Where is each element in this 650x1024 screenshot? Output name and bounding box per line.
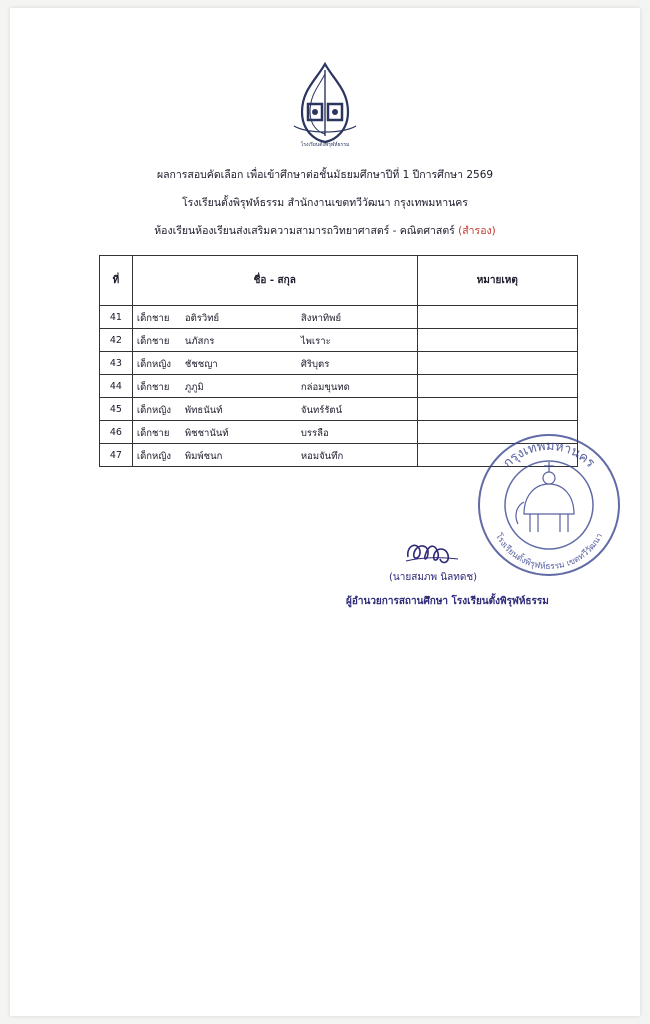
program-name	[0, 222, 650, 239]
table-row	[100, 306, 578, 329]
last-name: ศิริบุตร	[300, 359, 330, 370]
column-name: ชื่อ - สกุล	[132, 256, 417, 306]
school-logo	[288, 60, 362, 152]
official-seal-stamp	[476, 432, 622, 578]
name-prefix: เด็กหญิง	[136, 359, 172, 370]
row-note	[417, 329, 577, 352]
row-fullname	[132, 306, 417, 329]
first-name: พิมพ์ชนก	[184, 451, 223, 462]
table-row	[100, 375, 578, 398]
name-prefix: เด็กหญิง	[136, 451, 172, 462]
row-note	[417, 375, 577, 398]
last-name: ไพเราะ	[300, 336, 331, 347]
signatory-name: (นายสมภพ นิลทดช)	[389, 572, 478, 583]
column-no: ที่	[100, 256, 133, 306]
row-number: 41	[100, 306, 133, 329]
first-name: ภูภูมิ	[184, 382, 204, 393]
stamp-bottom-text: โรงเรียนตั้งพิรุฬห์ธรรม เขตทวีวัฒนา	[492, 531, 606, 573]
last-name: สิงหาทิพย์	[300, 313, 342, 324]
table-row	[100, 352, 578, 375]
row-fullname	[132, 352, 417, 375]
name-prefix: เด็กชาย	[136, 313, 170, 324]
first-name: พัทธนันท์	[184, 405, 223, 416]
row-fullname	[132, 444, 417, 467]
announcement-title: ผลการสอบคัดเลือก เพื่อเข้าศึกษาต่อชั้นมัธยมศึกษาปีที่ 1 ปีการศึกษา 2569	[156, 169, 494, 181]
name-prefix: เด็กชาย	[136, 382, 170, 393]
row-note	[417, 306, 577, 329]
row-number: 44	[100, 375, 133, 398]
first-name: นภัสกร	[184, 336, 215, 347]
last-name: กล่อมขุนทด	[300, 382, 350, 393]
first-name: อติรวิทย์	[184, 313, 220, 324]
row-fullname	[132, 329, 417, 352]
row-number: 47	[100, 444, 133, 467]
last-name: บรรลือ	[300, 428, 329, 439]
name-prefix: เด็กชาย	[136, 336, 170, 347]
stamp-top-text: กรุงเทพมหานคร	[500, 438, 598, 471]
row-note	[417, 398, 577, 421]
row-number: 46	[100, 421, 133, 444]
last-name: หอมจันทึก	[300, 451, 344, 462]
row-number: 43	[100, 352, 133, 375]
row-fullname	[132, 375, 417, 398]
stamp-emblem-icon	[516, 462, 574, 532]
first-name: พิชชานันท์	[184, 428, 229, 439]
first-name: ชัชชญา	[184, 359, 218, 370]
signatory-title: ผู้อำนวยการสถานศึกษา โรงเรียนตั้งพิรุฬห์ธรรม	[346, 596, 549, 607]
table-row	[100, 398, 578, 421]
row-number: 42	[100, 329, 133, 352]
row-fullname	[132, 421, 417, 444]
table-row	[100, 329, 578, 352]
last-name: จันทร์รัตน์	[300, 405, 343, 416]
name-prefix: เด็กชาย	[136, 428, 170, 439]
name-prefix: เด็กหญิง	[136, 405, 172, 416]
signature-mark	[402, 537, 464, 567]
row-fullname	[132, 398, 417, 421]
logo-caption: โรงเรียนตั้งพิรุฬห์ธรรม	[300, 142, 350, 148]
row-number: 45	[100, 398, 133, 421]
program-label: ห้องเรียนห้องเรียนส่งเสริมความสามารถวิทยาศาสตร์ - คณิตศาสตร์	[154, 225, 455, 237]
school-name: โรงเรียนตั้งพิรุฬห์ธรรม สำนักงานเขตทวีวัฒนา กรุงเทพมหานคร	[182, 197, 468, 209]
row-note	[417, 352, 577, 375]
column-note: หมายเหตุ	[417, 256, 577, 306]
alternate-label: (สำรอง)	[458, 225, 496, 237]
table-header-row	[100, 256, 578, 306]
